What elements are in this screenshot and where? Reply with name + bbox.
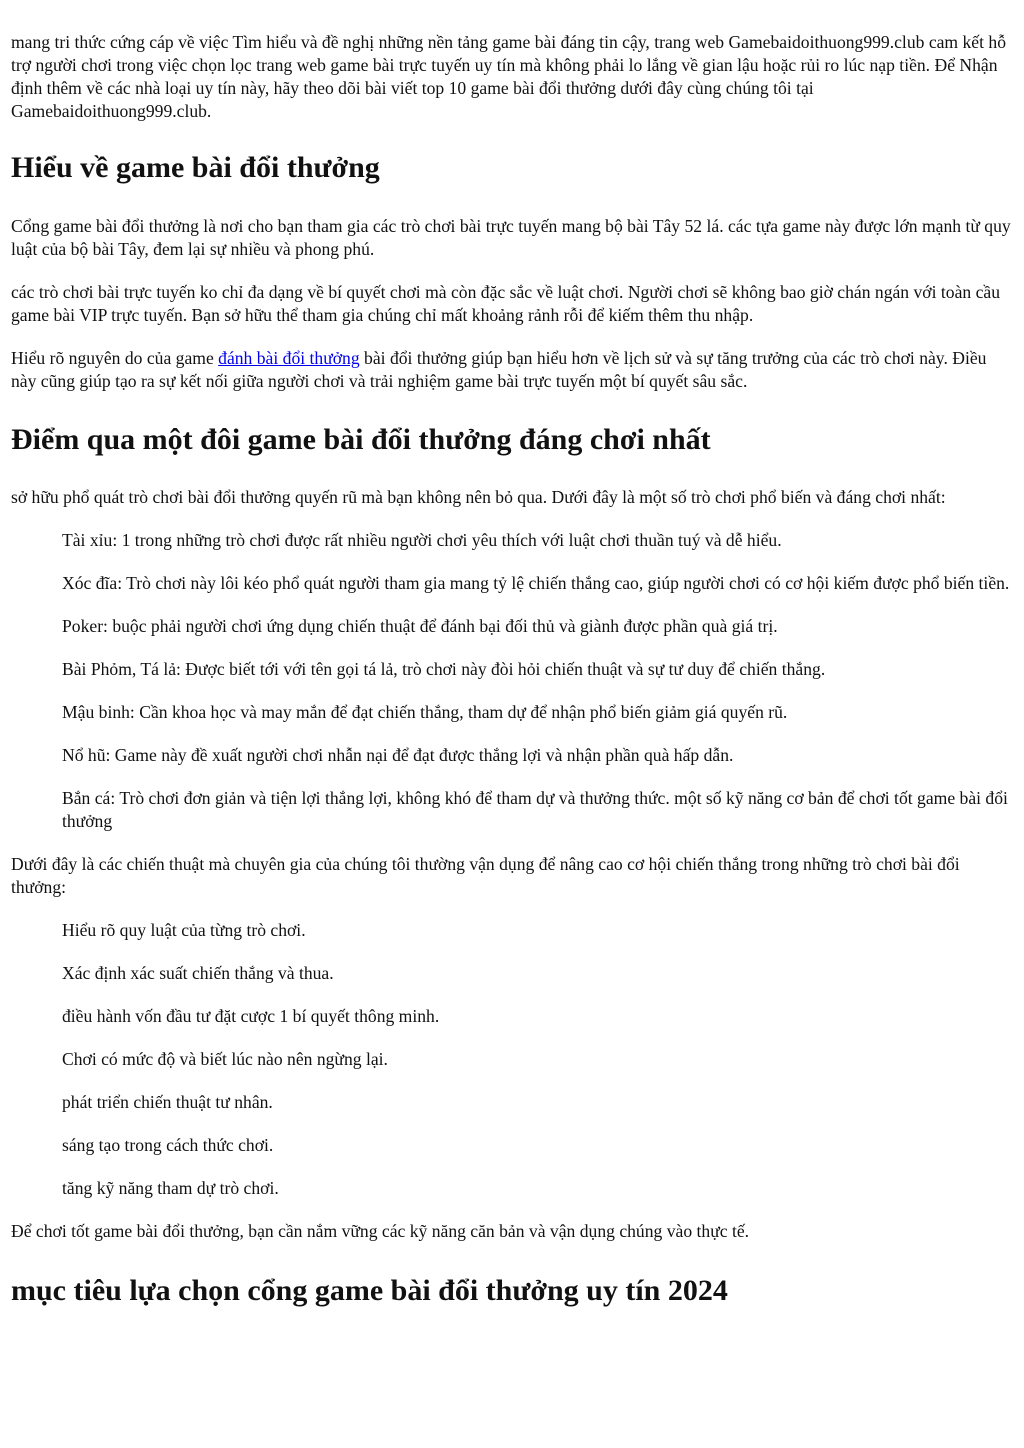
strategy-item: Xác định xác suất chiến thắng và thua. — [62, 963, 334, 983]
strategy-item: điều hành vốn đầu tư đặt cược 1 bí quyết thông minh. — [62, 1006, 440, 1026]
game-item: Bắn cá: Trò chơi đơn giản và tiện lợi thắng lợi, không khó để tham dự và thưởng thức. một số kỹ năng cơ bản để chơi tốt game bài đổi thưởng — [62, 788, 1008, 831]
about-paragraph-1: Cổng game bài đổi thưởng là nơi cho bạn tham gia các trò chơi bài trực tuyến mang bộ bài Tây 52 lá. các tựa game này được lớn mạnh từ quy luật của bộ bài Tây, đem lại sự nhiều và phong phú. — [11, 216, 1011, 259]
game-item: Tài xỉu: 1 trong những trò chơi được rất nhiều người chơi yêu thích với luật chơi thuần tuý và dễ hiểu. — [62, 530, 782, 550]
game-item: Bài Phỏm, Tá lả: Được biết tới với tên gọi tá lả, trò chơi này đòi hỏi chiến thuật và sự tư duy để chiến thắng. — [62, 659, 826, 679]
review-intro-paragraph: sở hữu phổ quát trò chơi bài đổi thưởng quyến rũ mà bạn không nên bỏ qua. Dưới đây là một số trò chơi phổ biến và đáng chơi nhất: — [11, 487, 946, 507]
about-paragraph-3-after: bài đổi thưởng giúp bạn hiểu hơn về lịch sử và sự tăng trưởng của các trò chơi này. Điều này cũng giúp tạo ra sự kết nối giữa người chơi và trải nghiệm game bài trực tuyến một bí quyết sâu sắc. — [11, 348, 987, 391]
strategy-item: phát triển chiến thuật tư nhân. — [62, 1092, 273, 1112]
intro-paragraph: mang tri thức cứng cáp về việc Tìm hiểu và đề nghị những nền tảng game bài đáng tin cậy, trang web Gamebaidoithuong999.club cam kết hỗ trợ người chơi trong việc chọn lọc trang web game bài trực tuyến uy tín mà không phải lo lắng về gian lậu hoặc rủi ro lúc nạp tiền. Để Nhận định thêm về các nhà loại uy tín này, hãy theo dõi bài viết top 10 game bài đổi thưởng dưới đây cùng chúng tôi tại Gamebaidoithuong999.club. — [11, 32, 1006, 121]
game-item: Xóc đĩa: Trò chơi này lôi kéo phổ quát người tham gia mang tỷ lệ chiến thắng cao, giúp người chơi có cơ hội kiếm được phổ biến tiền. — [62, 573, 1010, 593]
about-paragraph-3 — [11, 347, 1012, 393]
strategy-item: sáng tạo trong cách thức chơi. — [62, 1135, 274, 1155]
strategy-item: tăng kỹ năng tham dự trò chơi. — [62, 1178, 279, 1198]
strategy-item: Hiểu rõ quy luật của từng trò chơi. — [62, 920, 306, 940]
about-paragraph-3-before: Hiểu rõ nguyên do của game — [11, 348, 219, 368]
strategy-item: Chơi có mức độ và biết lúc nào nên ngừng lại. — [62, 1049, 388, 1069]
card-game-link[interactable]: đánh bài đổi thưởng — [218, 348, 360, 368]
game-item: Poker: buộc phải người chơi ứng dụng chiến thuật để đánh bại đối thủ và giành được phần quà giá trị. — [62, 616, 778, 636]
heading-choose-criteria: mục tiêu lựa chọn cổng game bài đổi thưởng uy tín 2024 — [11, 1274, 728, 1307]
game-item: Mậu binh: Cần khoa học và may mắn để đạt chiến thắng, tham dự để nhận phổ biến giảm giá quyến rũ. — [62, 702, 788, 722]
about-paragraph-2: các trò chơi bài trực tuyến ko chỉ đa dạng về bí quyết chơi mà còn đặc sắc về luật chơi. Người chơi sẽ không bao giờ chán ngán với toàn cầu game bài VIP trực tuyến. Bạn sở hữu thể tham gia chúng chỉ mất khoảng rảnh rỗi để kiếm thêm thu nhập. — [11, 282, 1000, 325]
closing-paragraph: Để chơi tốt game bài đổi thưởng, bạn cần nắm vững các kỹ năng căn bản và vận dụng chúng vào thực tế. — [11, 1221, 750, 1241]
strategy-intro-paragraph: Dưới đây là các chiến thuật mà chuyên gia của chúng tôi thường vận dụng để nâng cao cơ hội chiến thắng trong những trò chơi bài đổi thưởng: — [11, 854, 960, 897]
heading-about-card-games: Hiểu về game bài đổi thưởng — [11, 151, 380, 184]
game-item: Nổ hũ: Game này đề xuất người chơi nhẫn nại để đạt được thắng lợi và nhận phần quà hấp dẫn. — [62, 745, 734, 765]
heading-review-games: Điểm qua một đôi game bài đổi thưởng đáng chơi nhất — [11, 423, 711, 456]
